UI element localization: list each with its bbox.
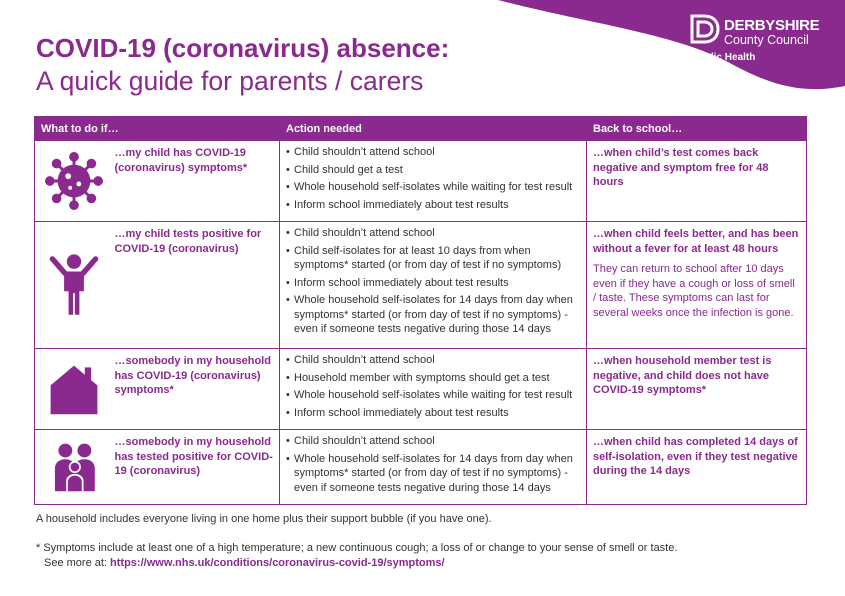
action-cell <box>280 141 587 222</box>
action-list <box>286 226 582 337</box>
logo-org-subtitle: County Council <box>724 33 809 47</box>
action-cell <box>280 222 587 349</box>
action-item: • Child shouldn’t attend school <box>286 353 582 368</box>
action-list <box>286 353 582 420</box>
action-item: • Whole household self-isolates while waiting for test result <box>286 388 582 403</box>
page-title: COVID-19 (coronavirus) absence: <box>36 33 450 63</box>
back-to-school-cell <box>587 349 807 430</box>
household-note: A household includes everyone living in one home plus their support bubble (if you have one). <box>36 513 492 525</box>
condition-cell: …my child has COVID-19 (coronavirus) symptoms* <box>113 141 280 222</box>
back-to-school-text: …when household member test is negative, and child does not have COVID-19 symptoms* <box>593 355 772 396</box>
house-icon <box>35 362 113 416</box>
condition-cell: …somebody in my household has COVID-19 (coronavirus) symptoms* <box>113 349 280 430</box>
action-list <box>286 145 582 212</box>
guidance-table <box>34 116 807 505</box>
logo-department: Public Health <box>692 52 756 63</box>
action-item: • Whole household self-isolates for 14 days from day when symptoms* started (or from day of test if no symptoms) - even if someone tests negative during those 14 days <box>286 293 582 337</box>
table-row <box>35 222 807 349</box>
action-item: • Child shouldn’t attend school <box>286 145 582 160</box>
action-list <box>286 434 582 495</box>
child-figure-icon <box>35 253 113 317</box>
action-item: • Whole household self-isolates for 14 days from day when symptoms* started (or from day of test if no symptoms) - even if someone tests negative during those 14 days <box>286 452 582 496</box>
action-item: • Child shouldn’t attend school <box>286 434 582 449</box>
symptoms-footnote: * Symptoms include at least one of a high temperature; a new continuous cough; a loss of or change to your sense of smell or taste. <box>36 542 678 554</box>
back-to-school-extra-text: They can return to school after 10 days even if they have a cough or loss of smell / taste. These symptoms can last for several weeks once the infection is gone. <box>593 263 795 319</box>
row-icon-cell <box>35 430 113 505</box>
table-header-row <box>35 117 807 141</box>
action-cell <box>280 430 587 505</box>
back-to-school-cell <box>587 141 807 222</box>
table-row <box>35 349 807 430</box>
action-item: • Inform school immediately about test results <box>286 198 582 213</box>
condition-cell: …my child tests positive for COVID-19 (coronavirus) <box>113 222 280 349</box>
virus-icon <box>35 152 113 210</box>
row-icon-cell <box>35 141 113 222</box>
row-icon-cell <box>35 349 113 430</box>
action-item: • Child self-isolates for at least 10 days from when symptoms* started (or from day of test if no symptoms) <box>286 244 582 273</box>
family-icon <box>35 441 113 493</box>
back-to-school-text: …when child has completed 14 days of self-isolation, even if they test negative during the 14 days <box>593 436 798 477</box>
condition-cell: …somebody in my household has tested positive for COVID-19 (coronavirus) <box>113 430 280 505</box>
logo-org-name: DERBYSHIRE <box>724 17 820 34</box>
row-icon-cell <box>35 222 113 349</box>
header-what-to-do: What to do if… <box>35 117 280 141</box>
action-item: • Household member with symptoms should get a test <box>286 371 582 386</box>
back-to-school-text: …when child feels better, and has been without a fever for at least 48 hours <box>593 228 799 255</box>
back-to-school-text: …when child’s test comes back negative and symptom free for 48 hours <box>593 147 769 188</box>
see-more-prefix: See more at: <box>44 557 111 569</box>
page-subtitle: A quick guide for parents / carers <box>36 66 424 96</box>
action-item: • Inform school immediately about test results <box>286 276 582 291</box>
back-to-school-cell <box>587 222 807 349</box>
table-row <box>35 141 807 222</box>
derbyshire-logo-mark-icon <box>690 14 720 44</box>
back-to-school-cell <box>587 430 807 505</box>
table-row <box>35 430 807 505</box>
header-action-needed: Action needed <box>280 117 587 141</box>
action-cell <box>280 349 587 430</box>
action-item: • Child should get a test <box>286 163 582 178</box>
see-more-line <box>44 557 445 569</box>
action-item: • Child shouldn’t attend school <box>286 226 582 241</box>
header-back-to-school: Back to school… <box>587 117 807 141</box>
action-item: • Inform school immediately about test results <box>286 406 582 421</box>
action-item: • Whole household self-isolates while waiting for test result <box>286 180 582 195</box>
derbyshire-logo <box>690 14 840 64</box>
nhs-symptoms-link[interactable]: https://www.nhs.uk/conditions/coronavirus-covid-19/symptoms/ <box>110 557 445 569</box>
